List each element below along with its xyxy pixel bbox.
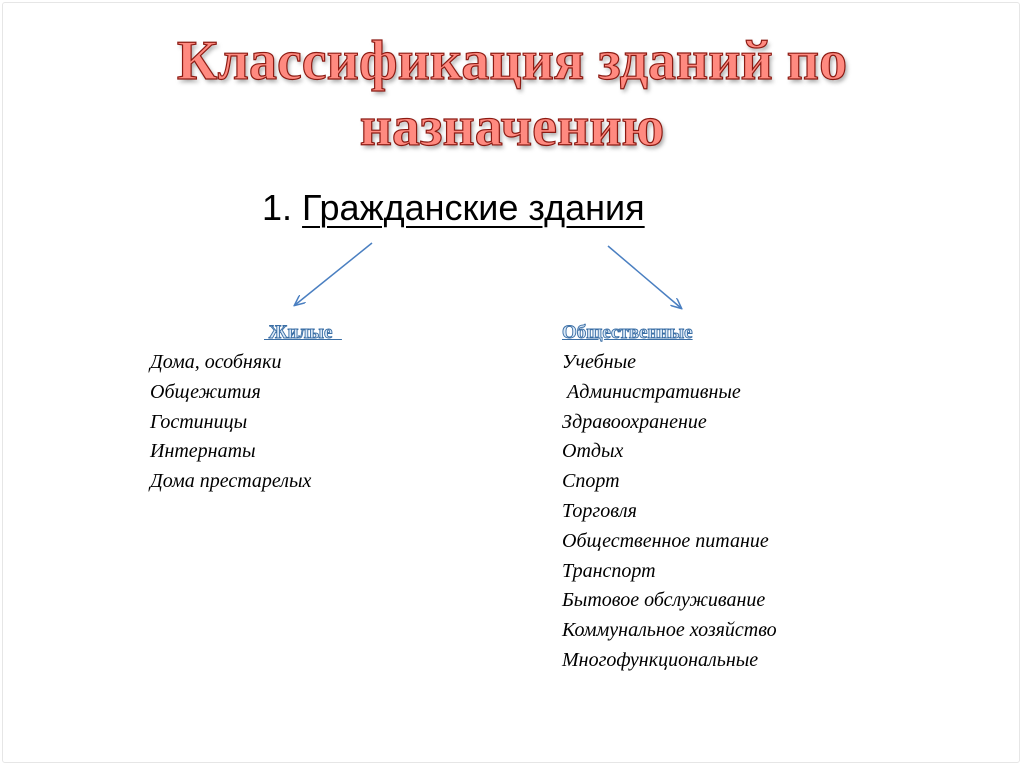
list-item: Дома, особняки <box>150 351 282 373</box>
residential-list <box>150 348 342 497</box>
section-number: 1. <box>262 187 293 228</box>
arrow-left <box>295 243 372 305</box>
list-item: Здравоохранение <box>562 410 707 433</box>
public-list <box>562 348 777 676</box>
section-title: Гражданские здания <box>302 187 645 228</box>
page-title-line-2: назначению <box>359 96 665 158</box>
list-item: Общественное питание <box>562 529 769 552</box>
list-item: Торговля <box>562 499 637 522</box>
public-heading: Общественные <box>562 322 693 343</box>
list-item: Транспорт <box>562 559 656 582</box>
residential-heading: Жилые <box>264 322 342 343</box>
public-column <box>562 318 777 676</box>
list-item: Спорт <box>562 470 620 493</box>
list-item: Отдых <box>562 440 624 463</box>
list-item: Гостиницы <box>150 410 248 433</box>
list-item: Административные <box>562 380 741 403</box>
list-item: Общежития <box>150 380 261 403</box>
list-item: Интернаты <box>150 440 256 463</box>
arrow-right <box>608 246 681 308</box>
list-item: Дома престарелых <box>150 470 312 493</box>
list-item: Бытовое обслуживание <box>562 589 766 612</box>
list-item: Многофункциональные <box>562 648 759 671</box>
page-title-line-1: Классификация зданий по <box>176 30 848 92</box>
list-item: Коммунальное хозяйство <box>562 619 777 642</box>
list-item: Учебные <box>562 351 637 373</box>
residential-column <box>150 318 342 497</box>
